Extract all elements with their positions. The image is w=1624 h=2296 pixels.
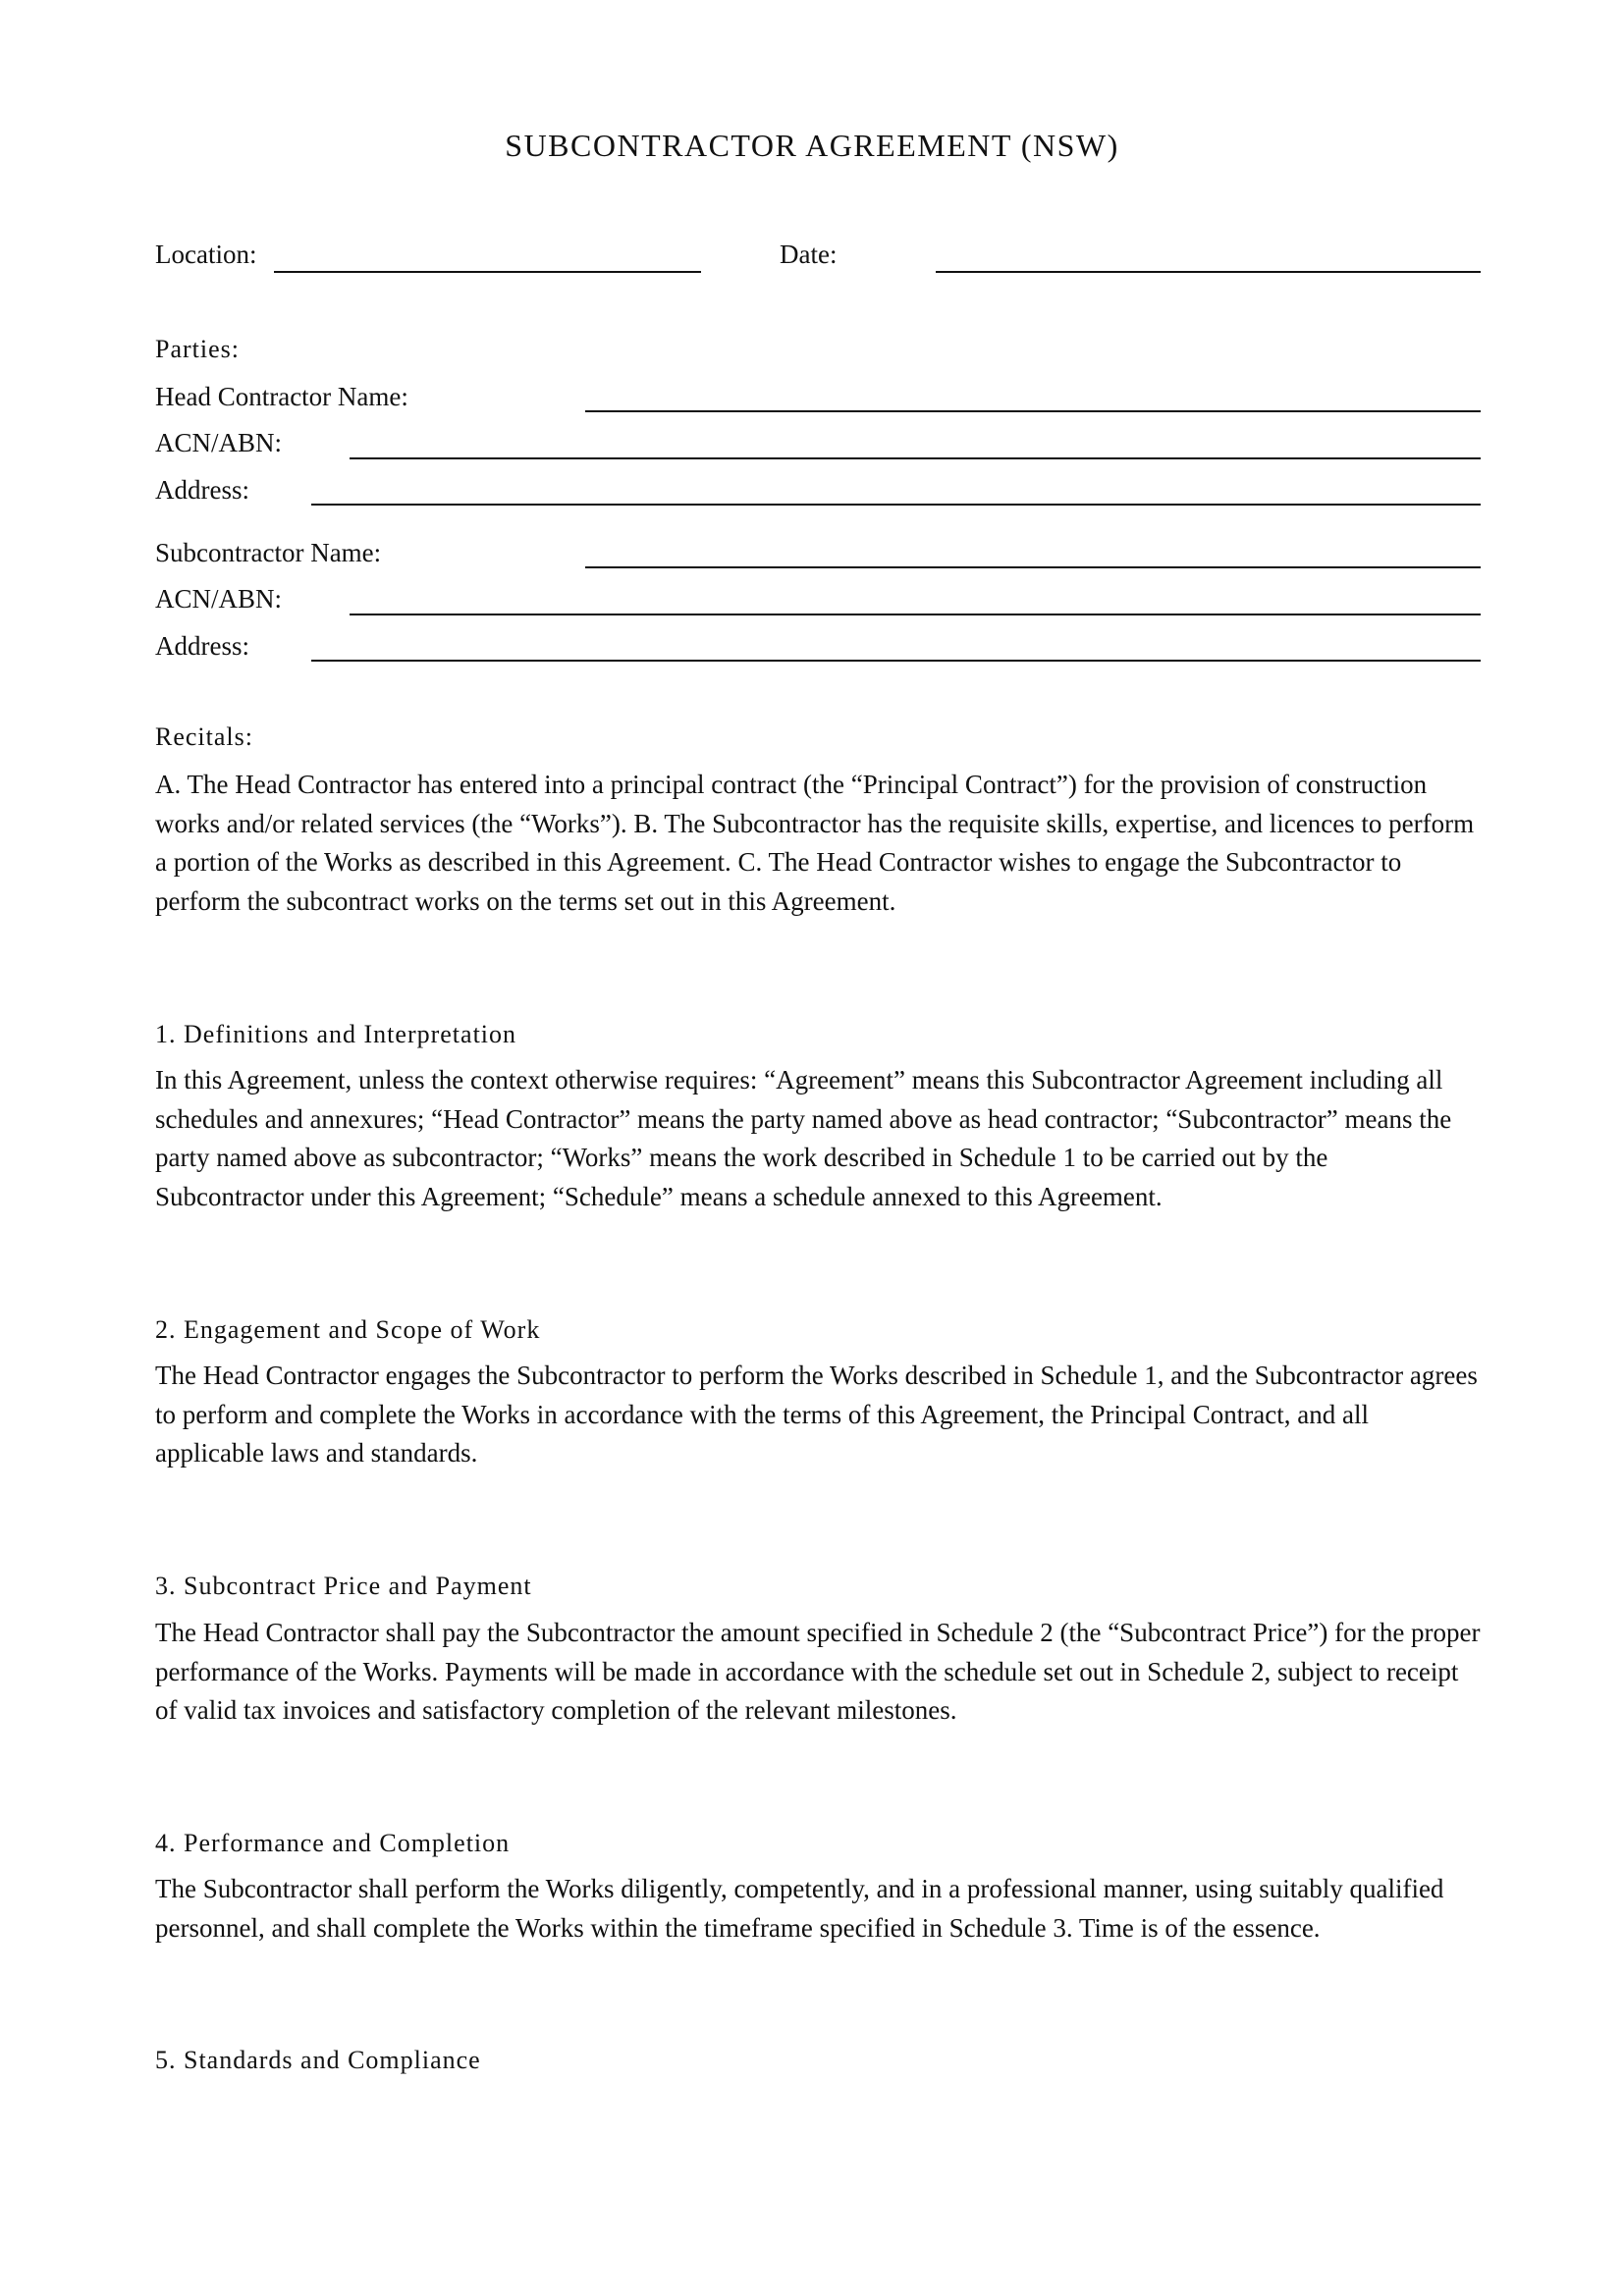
subcontractor-address-field[interactable] xyxy=(311,660,1481,662)
section-4-heading: 4. Performance and Completion xyxy=(155,1829,511,1857)
head-contractor-name-label: Head Contractor Name: xyxy=(155,382,408,411)
location-field[interactable] xyxy=(274,271,701,273)
subcontractor-address-label: Address: xyxy=(155,631,249,661)
head-contractor-address-field[interactable] xyxy=(311,504,1481,506)
section-5-heading: 5. Standards and Compliance xyxy=(155,2046,481,2074)
location-label: Location: xyxy=(155,240,257,269)
section-4-text: The Subcontractor shall perform the Works diligently, competently, and in a professional manner, using suitably qualified personnel, and shall complete the Works within the timeframe specified in Schedule 3. Time is of the essence. xyxy=(155,1874,1444,1943)
head-contractor-acn-field[interactable] xyxy=(350,457,1481,459)
section-2-text: The Head Contractor engages the Subcontractor to perform the Works described in Schedule 1, and the Subcontractor agrees to perform and complete the Works in accordance with the terms of this Agreement, the Principal Contract, and all applicable laws and standards. xyxy=(155,1361,1478,1468)
head-contractor-acn-label: ACN/ABN: xyxy=(155,428,283,457)
head-contractor-address-label: Address: xyxy=(155,475,249,505)
recitals-text: A. The Head Contractor has entered into a principal contract (the “Principal Contract”) for the provision of construction works and/or related services (the “Works”). B. The Subcontractor has the requisite skills, expertise, and licences to perform a portion of the Works as described in this Agreement. C. The Head Contractor wishes to engage the Subcontractor to perform the subcontract works on the terms set out in this Agreement. xyxy=(155,770,1475,916)
section-1-heading: 1. Definitions and Interpretation xyxy=(155,1020,517,1048)
subcontractor-name-label: Subcontractor Name: xyxy=(155,538,382,567)
section-3-text: The Head Contractor shall pay the Subcontractor the amount specified in Schedule 2 (the “Subcontract Price”) for the proper performance of the Works. Payments will be made in accordance with the schedule set out in Schedule 2, subject to receipt of valid tax invoices and satisfactory completion of the relevant milestones. xyxy=(155,1618,1481,1725)
document-title: SUBCONTRACTOR AGREEMENT (NSW) xyxy=(505,128,1119,163)
recitals-heading: Recitals: xyxy=(155,722,253,751)
subcontractor-acn-label: ACN/ABN: xyxy=(155,584,283,614)
section-3-heading: 3. Subcontract Price and Payment xyxy=(155,1572,532,1600)
parties-heading: Parties: xyxy=(155,335,240,363)
date-label: Date: xyxy=(780,240,838,269)
section-2-heading: 2. Engagement and Scope of Work xyxy=(155,1315,541,1344)
section-1-text: In this Agreement, unless the context otherwise requires: “Agreement” means this Subcontractor Agreement including all schedules and annexures; “Head Contractor” means the party named above as head contractor; “Subcontractor” means the party named above as subcontractor; “Works” means the work described in Schedule 1 to be carried out by the Subcontractor under this Agreement; “Schedule” means a schedule annexed to this Agreement. xyxy=(155,1065,1452,1211)
head-contractor-name-field[interactable] xyxy=(585,410,1481,412)
subcontractor-name-field[interactable] xyxy=(585,566,1481,568)
subcontractor-acn-field[interactable] xyxy=(350,614,1481,615)
date-field[interactable] xyxy=(936,271,1481,273)
